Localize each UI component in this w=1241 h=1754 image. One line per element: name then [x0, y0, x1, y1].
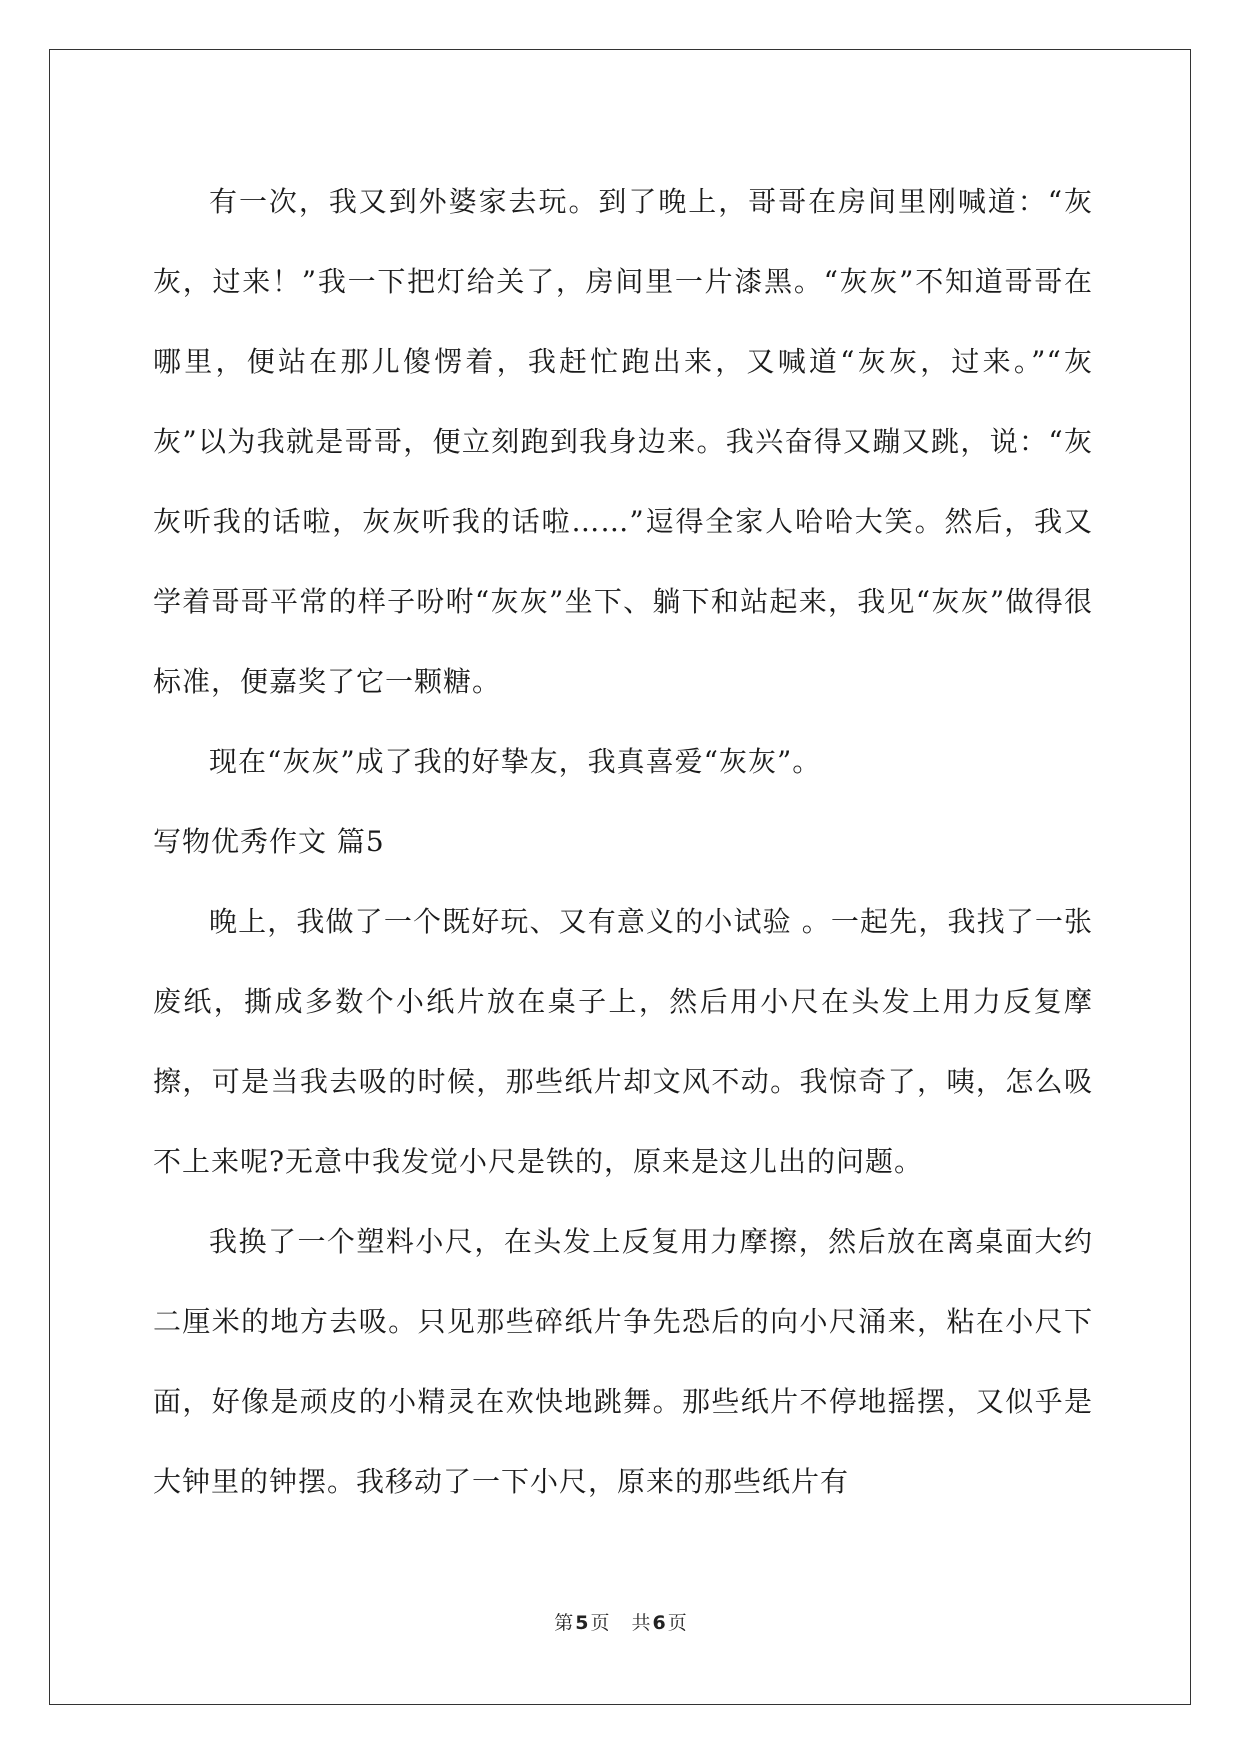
- document-body: [153, 162, 1093, 1522]
- footer-page-prefix: 第: [554, 1612, 574, 1634]
- paragraph-3: 晚上，我做了一个既好玩、又有意义的小试验 。一起先，我找了一张废纸，撕成多数个小纸片放在桌子上，然后用小尺在头发上用力反复摩擦，可是当我去吸的时候，那些纸片却文风不动。我惊奇了，咦，怎么吸不上来呢?无意中我发觉小尺是铁的，原来是这儿出的问题。: [153, 905, 1093, 1178]
- section-heading: 写物优秀作文 篇5: [153, 825, 385, 858]
- footer-total-prefix: 共: [631, 1612, 651, 1634]
- footer-total-suffix: 页: [667, 1612, 687, 1634]
- paragraph-2: 现在“灰灰”成了我的好挚友，我真喜爱“灰灰”。: [209, 745, 822, 778]
- page-footer: [0, 1608, 1241, 1635]
- paragraph-4: 我换了一个塑料小尺，在头发上反复用力摩擦，然后放在离桌面大约二厘米的地方去吸。只见那些碎纸片争先恐后的向小尺涌来，粘在小尺下面，好像是顽皮的小精灵在欢快地跳舞。那些纸片不停地摇摆，又似乎是大钟里的钟摆。我移动了一下小尺，原来的那些纸片有: [153, 1225, 1093, 1498]
- paragraph-1: 有一次，我又到外婆家去玩。到了晚上，哥哥在房间里刚喊道：“灰灰，过来！”我一下把灯给关了，房间里一片漆黑。“灰灰”不知道哥哥在哪里，便站在那儿傻愣着，我赶忙跑出来，又喊道“灰灰，过来。”“灰灰”以为我就是哥哥，便立刻跑到我身边来。我兴奋得又蹦又跳，说：“灰灰听我的话啦，灰灰听我的话啦……”逗得全家人哈哈大笑。然后，我又学着哥哥平常的样子吩咐“灰灰”坐下、躺下和站起来，我见“灰灰”做得很标准，便嘉奖了它一颗糖。: [153, 185, 1093, 698]
- footer-page-total: 6: [652, 1612, 666, 1634]
- footer-page-current: 5: [575, 1612, 589, 1634]
- footer-page-suffix: 页: [590, 1612, 610, 1634]
